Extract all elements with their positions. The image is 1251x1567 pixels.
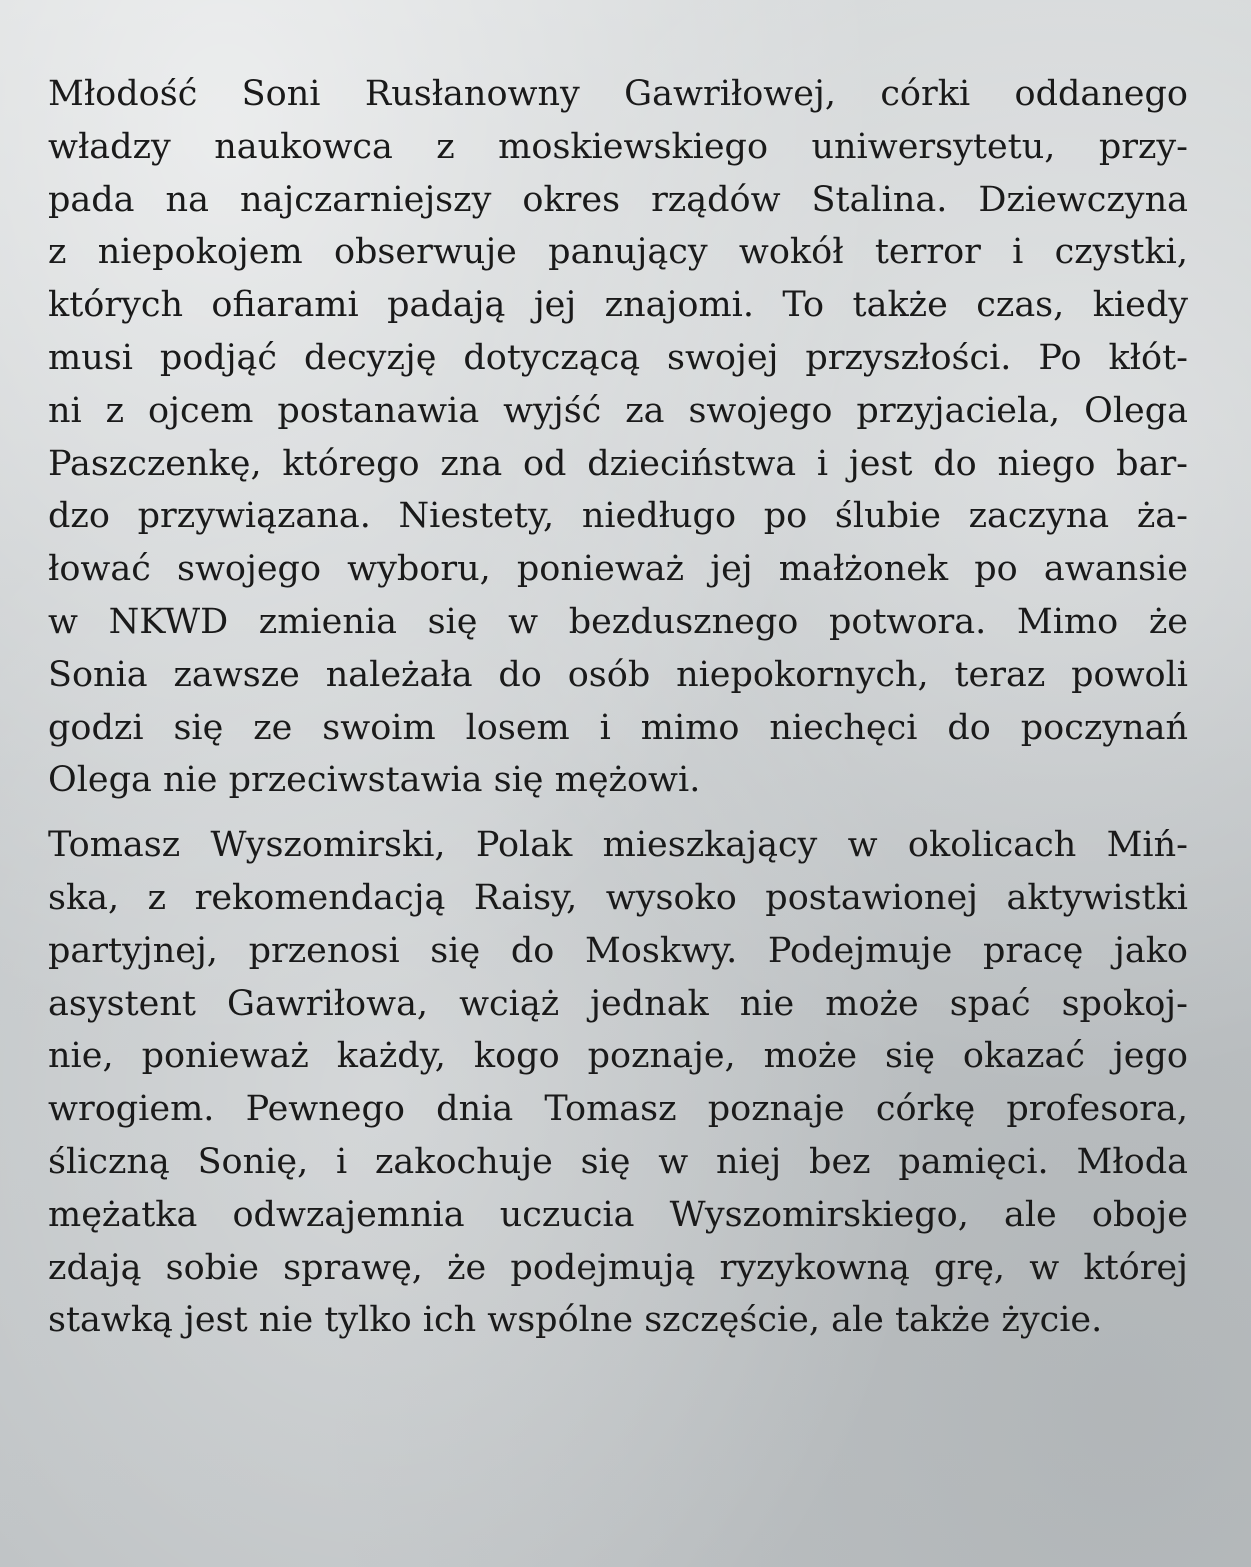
text-line: nie, ponieważ każdy, kogo poznaje, może się okazać jego xyxy=(48,1036,1188,1077)
text-line: śliczną Sonię, i zakochuje się w niej bez pamięci. Młoda xyxy=(48,1141,1188,1182)
text-line: których ofiarami padają jej znajomi. To także czas, kiedy xyxy=(48,285,1188,326)
text-line: godzi się ze swoim losem i mimo niechęci do poczynań xyxy=(48,707,1188,748)
paragraph-2 xyxy=(48,819,1188,1347)
text-line: musi podjąć decyzję dotyczącą swojej przyszłości. Po kłót- xyxy=(48,337,1188,378)
text-line: Paszczenkę, którego zna od dzieciństwa i jest do niego bar- xyxy=(48,443,1188,484)
text-line: Młodość Soni Rusłanowny Gawriłowej, córki oddanego xyxy=(48,74,1188,114)
text-line: z niepokojem obserwuje panujący wokół terror i czystki, xyxy=(48,232,1188,273)
text-line: dzo przywiązana. Niestety, niedługo po ślubie zaczyna ża- xyxy=(48,496,1188,537)
blurb-text xyxy=(48,68,1188,1347)
text-line: stawką jest nie tylko ich wspólne szczęście, ale także życie. xyxy=(48,1300,1103,1341)
text-line: wrogiem. Pewnego dnia Tomasz poznaje córkę profesora, xyxy=(48,1089,1188,1130)
text-line: Tomasz Wyszomirski, Polak mieszkający w okolicach Miń- xyxy=(48,825,1188,866)
text-line: ni z ojcem postanawia wyjść za swojego przyjaciela, Olega xyxy=(48,390,1188,431)
text-line: ska, z rekomendacją Raisy, wysoko postawionej aktywistki xyxy=(48,877,1188,918)
text-line: łować swojego wyboru, ponieważ jej małżonek po awansie xyxy=(48,549,1188,590)
text-line: Olega nie przeciwstawia się mężowi. xyxy=(48,760,701,801)
text-line: partyjnej, przenosi się do Moskwy. Podejmuje pracę jako xyxy=(48,930,1188,971)
text-line: zdają sobie sprawę, że podejmują ryzykowną grę, w której xyxy=(48,1247,1188,1288)
text-line: Sonia zawsze należała do osób niepokornych, teraz powoli xyxy=(48,654,1188,695)
text-line: w NKWD zmienia się w bezdusznego potwora. Mimo że xyxy=(48,601,1188,642)
text-line: pada na najczarniejszy okres rządów Stalina. Dziewczyna xyxy=(48,179,1188,220)
paragraph-1 xyxy=(48,68,1188,807)
text-line: mężatka odwzajemnia uczucia Wyszomirskiego, ale oboje xyxy=(48,1194,1188,1235)
text-line: władzy naukowca z moskiewskiego uniwersytetu, przy- xyxy=(48,126,1188,167)
text-line: asystent Gawriłowa, wciąż jednak nie może spać spokoj- xyxy=(48,983,1188,1024)
